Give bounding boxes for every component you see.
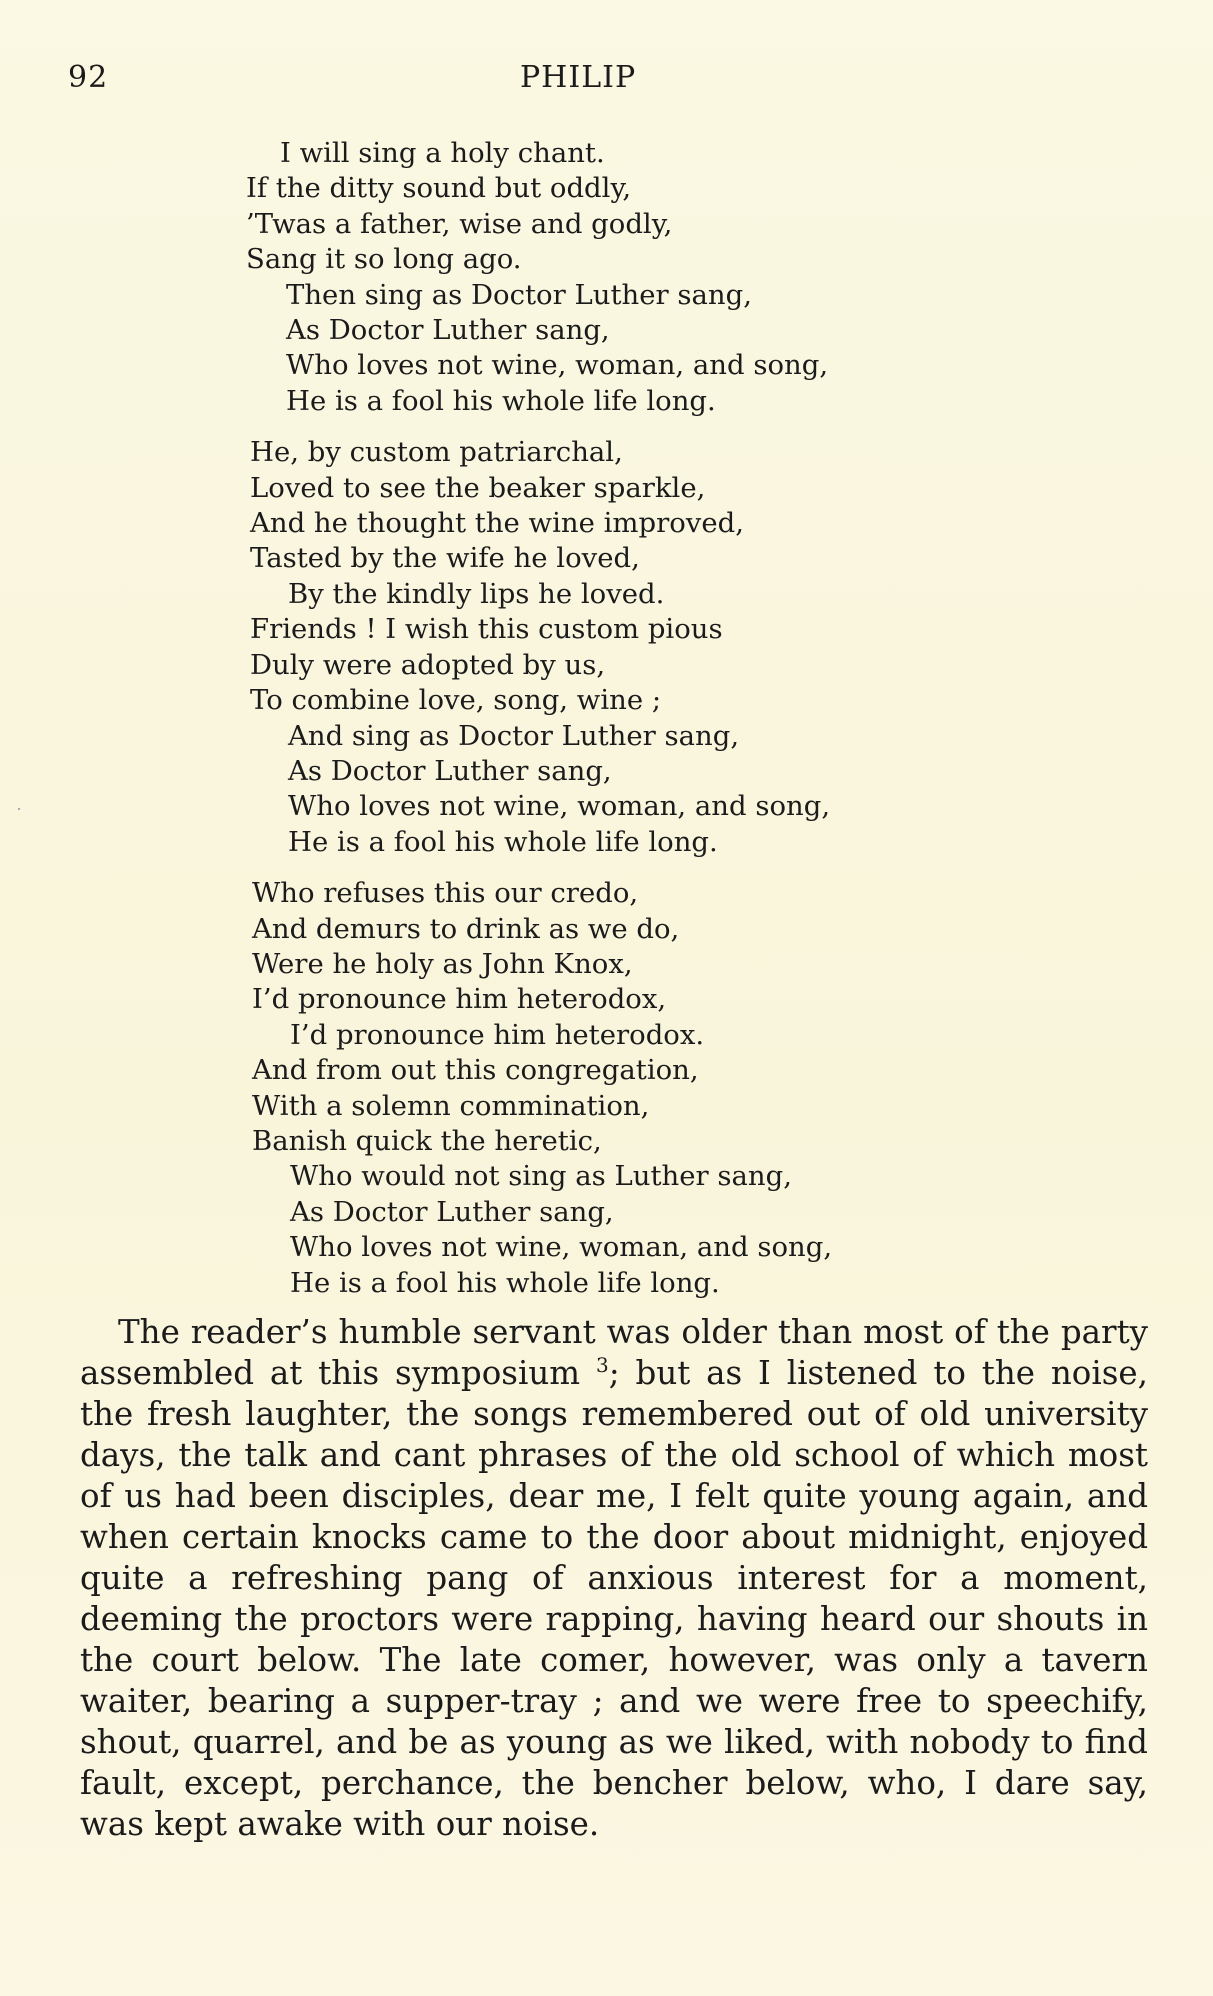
verse-line: And from out this congregation, <box>252 1054 699 1087</box>
prose-paragraph <box>80 1312 1148 1845</box>
page-number: 92 <box>68 60 109 95</box>
verse-line: Duly were adopted by us, <box>250 648 606 681</box>
verse-refrain-line: Who loves not wine, woman, and song, <box>286 349 829 382</box>
verse-refrain-line: And sing as Doctor Luther sang, <box>288 719 740 752</box>
footnote-reference[interactable]: 3 <box>595 1353 609 1377</box>
verse-line: Loved to see the beaker sparkle, <box>250 471 706 504</box>
verse-line: With a solemn commination, <box>252 1089 650 1122</box>
verse-refrain-line: As Doctor Luther sang, <box>286 314 610 347</box>
verse-line: To combine love, song, wine ; <box>250 684 662 717</box>
verse-line: Who refuses this our credo, <box>252 877 639 910</box>
verse-line: By the kindly lips he loved. <box>288 577 665 610</box>
verse-refrain-line: Who loves not wine, woman, and song, <box>290 1231 833 1264</box>
verse-line: And demurs to drink as we do, <box>252 912 680 945</box>
verse-line: And he thought the wine improved, <box>250 507 744 540</box>
verse-line: If the ditty sound but oddly, <box>246 172 632 205</box>
verse-line: Sang it so long ago. <box>246 243 522 276</box>
verse-line: Banish quick the heretic, <box>252 1124 602 1157</box>
verse-refrain-line: He is a fool his whole life long. <box>286 384 716 417</box>
verse-line: He, by custom patriarchal, <box>250 436 623 469</box>
prose-text-after-ref: ; but as I listened to the noise, the fresh laughter, the songs remembered out of old university days, the talk and cant phrases of the old school of which most of us had been disciples, dear me, I felt quite young again, and when certain knocks came to the door about midnight, enjoyed quite a refreshing pang of anxious interest for a moment, deeming the proctors were rapping, having heard our shouts in the court below. The late comer, however, was only a tavern waiter, bearing a supper-tray ; and we were free to speechify, shout, quarrel, and be as young as we liked, with nobody to find fault, except, perchance, the bencher below, who, I dare say, was kept awake with our noise. <box>80 1354 1148 1843</box>
verse-line: I’d pronounce him heterodox. <box>290 1018 705 1051</box>
verse-refrain-line: As Doctor Luther sang, <box>288 754 612 787</box>
verse-line: ’Twas a father, wise and godly, <box>246 207 673 240</box>
prose-text-before-ref: The reader’s humble servant was older than most of the party assembled at this symposium <box>80 1313 1148 1392</box>
verse-refrain-line: As Doctor Luther sang, <box>290 1195 614 1228</box>
running-head <box>0 60 1213 100</box>
stanza-2 <box>0 435 1213 860</box>
verse-block <box>0 136 1213 1317</box>
verse-line: Tasted by the wife he loved, <box>250 542 640 575</box>
verse-line: I’d pronounce him heterodox, <box>252 983 667 1016</box>
verse-line: I will sing a holy chant. <box>280 137 605 169</box>
verse-refrain-line: Who would not sing as Luther sang, <box>290 1160 792 1193</box>
stanza-1 <box>0 136 1213 419</box>
verse-refrain-line: Then sing as Doctor Luther sang, <box>286 278 752 311</box>
verse-line: Were he holy as John Knox, <box>252 947 633 980</box>
verse-refrain-line: He is a fool his whole life long. <box>288 825 718 858</box>
verse-line: Friends ! I wish this custom pious <box>250 613 723 646</box>
verse-refrain-line: Who loves not wine, woman, and song, <box>288 790 831 823</box>
running-title: PHILIP <box>520 60 637 95</box>
verse-refrain-line: He is a fool his whole life long. <box>290 1266 720 1299</box>
stanza-3 <box>0 876 1213 1301</box>
